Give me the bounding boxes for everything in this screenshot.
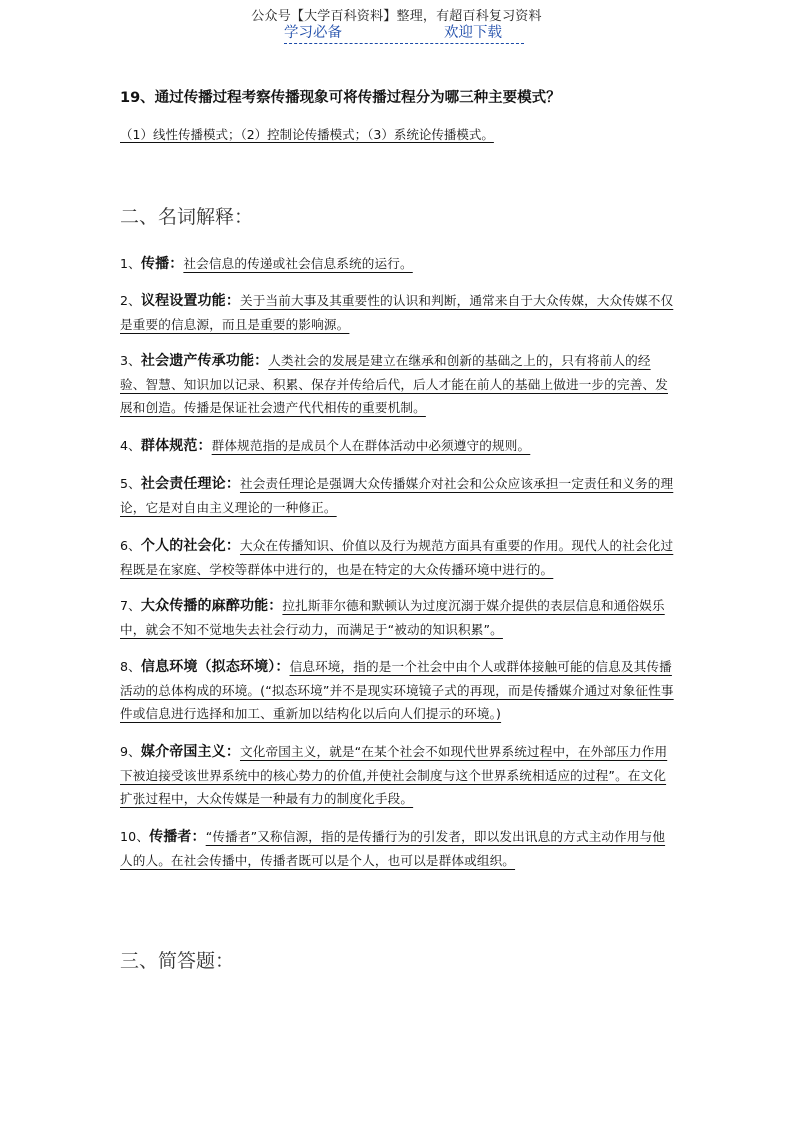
header-slogan [284,21,524,44]
glossary-term: 社会遗产传承功能： [140,353,269,369]
glossary-item [120,594,676,641]
header-slogan-right: 欢迎下载 [444,25,502,41]
glossary-item [120,472,676,519]
glossary-term: 传播： [140,256,184,272]
question-19: 19、通过传播过程考察传播现象可将传播过程分为哪三种主要模式？ [120,90,561,106]
glossary-item [120,252,676,276]
glossary-item [120,289,676,336]
glossary-term: 大众传播的麻醉功能： [140,598,283,614]
glossary-item-number: 1、 [120,256,141,271]
glossary-item [120,825,676,872]
glossary-term: 议程设置功能： [140,293,240,309]
glossary-definition: 关于当前大事及其重要性的认识和判断，通常来自于大众传媒，大众传媒不仅是重要的信息源，而且是重要的影响源。 [120,293,674,332]
glossary-item [120,655,676,725]
glossary-item-number: 5、 [120,476,141,491]
glossary-term: 群体规范： [140,438,212,454]
glossary-definition: 大众在传播知识、价值以及行为规范方面具有重要的作用。现代人的社会化过程既是在家庭、学校等群体中进行的，也是在特定的大众传播环境中进行的。 [120,538,674,577]
answer-19: （1）线性传播模式；（2）控制论传播模式；（3）系统论传播模式。 [120,127,494,142]
glossary-definition: 信息环境，指的是一个社会中由个人或群体接触可能的信息及其传播活动的总体构成的环境。(“拟态环境”并不是现实环境镜子式的再现，而是传播媒介通过对象征性事件或信息进行选择和加工、重新加以结构化以后向人们提示的环境。) [120,659,674,721]
glossary-item-number: 6、 [120,538,141,553]
glossary-item [120,534,676,581]
glossary-term: 信息环境（拟态环境）： [140,659,290,675]
header-slogan-left: 学习必备 [284,25,342,41]
glossary-term: 个人的社会化： [140,538,240,554]
glossary-definition: 社会责任理论是强调大众传播媒介对社会和公众应该承担一定责任和义务的理论，它是对自由主义理论的一种修正。 [120,476,674,515]
glossary-definition: “传播者”又称信源，指的是传播行为的引发者，即以发出讯息的方式主动作用与他人的人。在社会传播中，传播者既可以是个人，也可以是群体或组织。 [120,829,666,868]
glossary-item-number: 8、 [120,659,141,674]
glossary-definition: 社会信息的传递或社会信息系统的运行。 [183,256,413,271]
glossary-item-number: 2、 [120,293,141,308]
glossary-item-number: 7、 [120,598,141,613]
section-title-glossary: 二、名词解释： [120,206,254,228]
glossary-item-number: 9、 [120,744,141,759]
section-title-short-answer: 三、简答题： [120,950,235,972]
glossary-item-number: 3、 [120,353,141,368]
glossary-item-number: 10、 [120,829,150,844]
glossary-item [120,740,676,810]
glossary-item [120,434,676,458]
glossary-definition: 人类社会的发展是建立在继承和创新的基础之上的，只有将前人的经验、智慧、知识加以记录、积累、保存并传给后代，后人才能在前人的基础上做进一步的完善、发展和创造。传播是保证社会遗产代代相传的重要机制。 [120,353,668,415]
glossary-term: 传播者： [149,829,206,845]
glossary-item [120,349,676,419]
glossary-definition: 群体规范指的是成员个人在群体活动中必须遵守的规则。 [211,438,531,453]
header-source-line: 公众号【大学百科资料】整理，有超百科复习资料 [251,9,542,24]
glossary-definition: 文化帝国主义，就是“在某个社会不如现代世界系统过程中，在外部压力作用下被迫接受该世界系统中的核心势力的价值,并使社会制度与这个世界系统相适应的过程”。在文化扩张过程中，大众传媒是一种最有力的制度化手段。 [120,744,668,806]
glossary-definition: 拉扎斯菲尔德和默顿认为过度沉溺于媒介提供的表层信息和通俗娱乐中，就会不知不觉地失去社会行动力，而满足于“被动的知识积累”。 [120,598,665,637]
glossary-term: 社会责任理论： [140,476,240,492]
glossary-item-number: 4、 [120,438,141,453]
glossary-term: 媒介帝国主义： [140,744,240,760]
